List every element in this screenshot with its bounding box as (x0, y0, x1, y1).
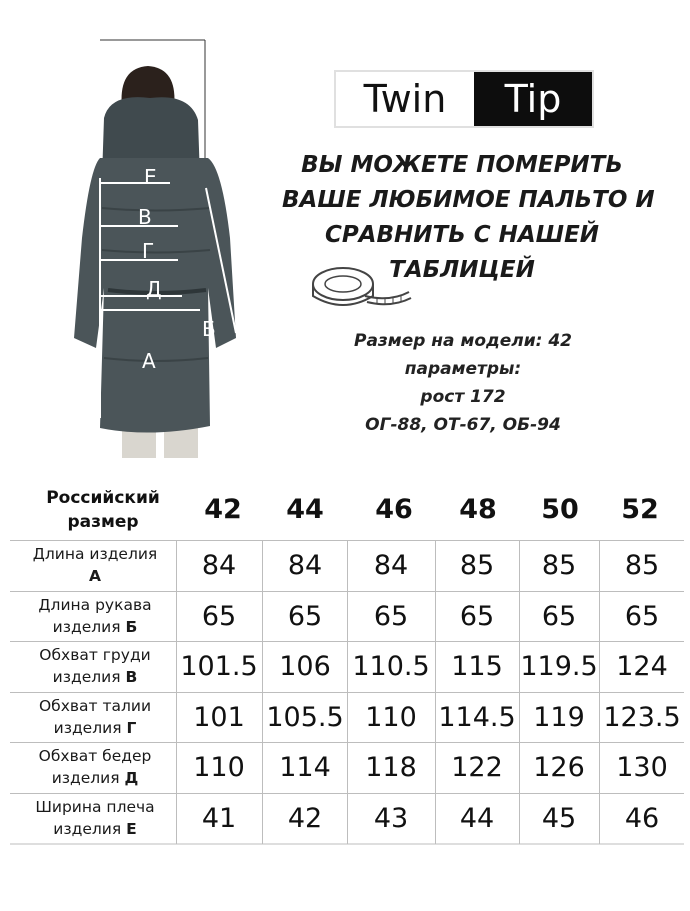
table-cell: 42 (287, 803, 323, 834)
table-cell: 65 (287, 601, 323, 632)
photo-label-d: Д (146, 277, 162, 301)
brand-logo (334, 70, 594, 128)
table-cell: 84 (287, 550, 323, 581)
table-cell: 65 (373, 601, 409, 632)
photo-label-e: Е (144, 165, 157, 189)
table-cell: 65 (624, 601, 660, 632)
photo-label-b: Б (202, 317, 216, 341)
row-letter: Б (125, 618, 138, 636)
row-label-suffix: изделия Г (53, 719, 137, 737)
row-label-suffix: изделия Е (53, 820, 137, 838)
table-cell: 110.5 (352, 651, 430, 682)
table-cell: 105.5 (266, 702, 344, 733)
model-info-line: Размер на модели: 42 (353, 331, 573, 351)
row-label (20, 695, 170, 739)
table-cell: 65 (201, 601, 237, 632)
row-label (20, 644, 170, 688)
row-label (20, 745, 170, 789)
photo-label-a: А (142, 349, 156, 373)
table-cell: 85 (541, 550, 577, 581)
row-letter: Г (126, 719, 137, 737)
row-letter: В (125, 668, 138, 686)
table-cell: 124 (616, 651, 668, 682)
size-table-header-label (28, 486, 178, 534)
table-cell: 115 (451, 651, 503, 682)
table-cell: 41 (201, 803, 237, 834)
table-cell: 45 (541, 803, 577, 834)
model-info (318, 327, 608, 439)
coat-photo (60, 38, 280, 458)
row-label-name: Обхват груди (39, 646, 151, 664)
table-cell: 84 (201, 550, 237, 581)
table-cell: 122 (451, 752, 503, 783)
size-header: 52 (621, 494, 659, 525)
table-cell: 119 (533, 702, 585, 733)
table-cell: 43 (373, 803, 409, 834)
row-label-name: Длина рукава (38, 596, 152, 614)
brand-logo-left: Twin (363, 77, 447, 121)
photo-label-g: Г (142, 239, 155, 263)
row-label (20, 796, 170, 840)
table-cell: 106 (279, 651, 331, 682)
table-cell: 130 (616, 752, 668, 783)
table-cell: 118 (365, 752, 417, 783)
table-cell: 65 (459, 601, 495, 632)
row-letter: А (89, 567, 101, 585)
table-cell: 65 (541, 601, 577, 632)
row-letter: Е (126, 820, 137, 838)
brand-logo-right: Tip (474, 72, 592, 126)
size-header: 46 (375, 494, 413, 525)
headline-line: ВАШЕ ЛЮБИМОЕ ПАЛЬТО И (282, 187, 655, 213)
table-cell: 114 (279, 752, 331, 783)
row-label-name: Ширина плеча (35, 798, 155, 816)
table-cell: 101 (193, 702, 245, 733)
row-label-suffix: изделия Д (51, 769, 139, 787)
headline-line: СРАВНИТЬ С НАШЕЙ (324, 222, 600, 248)
row-label-suffix: изделия В (52, 668, 138, 686)
measuring-tape-icon (305, 262, 415, 312)
table-cell: 84 (373, 550, 409, 581)
table-cell: 114.5 (438, 702, 516, 733)
table-cell: 126 (533, 752, 585, 783)
size-header: 48 (459, 494, 497, 525)
model-info-line: ОГ-88, ОТ-67, ОБ-94 (365, 415, 561, 435)
table-cell: 123.5 (603, 702, 681, 733)
row-label-name: Обхват бедер (38, 747, 152, 765)
size-header: 44 (286, 494, 324, 525)
table-cell: 85 (624, 550, 660, 581)
table-cell: 119.5 (520, 651, 598, 682)
row-letter: Д (124, 769, 139, 787)
header-label-line: Российский (46, 488, 160, 508)
table-cell: 44 (459, 803, 495, 834)
size-header: 42 (204, 494, 242, 525)
model-info-line: параметры: (404, 359, 522, 379)
table-cell: 85 (459, 550, 495, 581)
headline-line: ТАБЛИЦЕЙ (389, 257, 535, 283)
row-label-suffix (20, 565, 170, 587)
table-cell: 110 (365, 702, 417, 733)
table-cell: 46 (624, 803, 660, 834)
row-label-name: Длина изделия (32, 545, 158, 563)
size-header: 50 (541, 494, 579, 525)
header-label-line: размер (67, 512, 139, 532)
row-label-name: Обхват талии (38, 697, 152, 715)
table-cell: 110 (193, 752, 245, 783)
row-label-suffix: изделия Б (52, 618, 138, 636)
table-cell: 101.5 (180, 651, 258, 682)
photo-label-v: В (138, 205, 152, 229)
headline-line: ВЫ МОЖЕТЕ ПОМЕРИТЬ (301, 152, 623, 178)
row-label (20, 594, 170, 638)
model-info-line: рост 172 (420, 387, 506, 407)
row-label (20, 543, 170, 587)
